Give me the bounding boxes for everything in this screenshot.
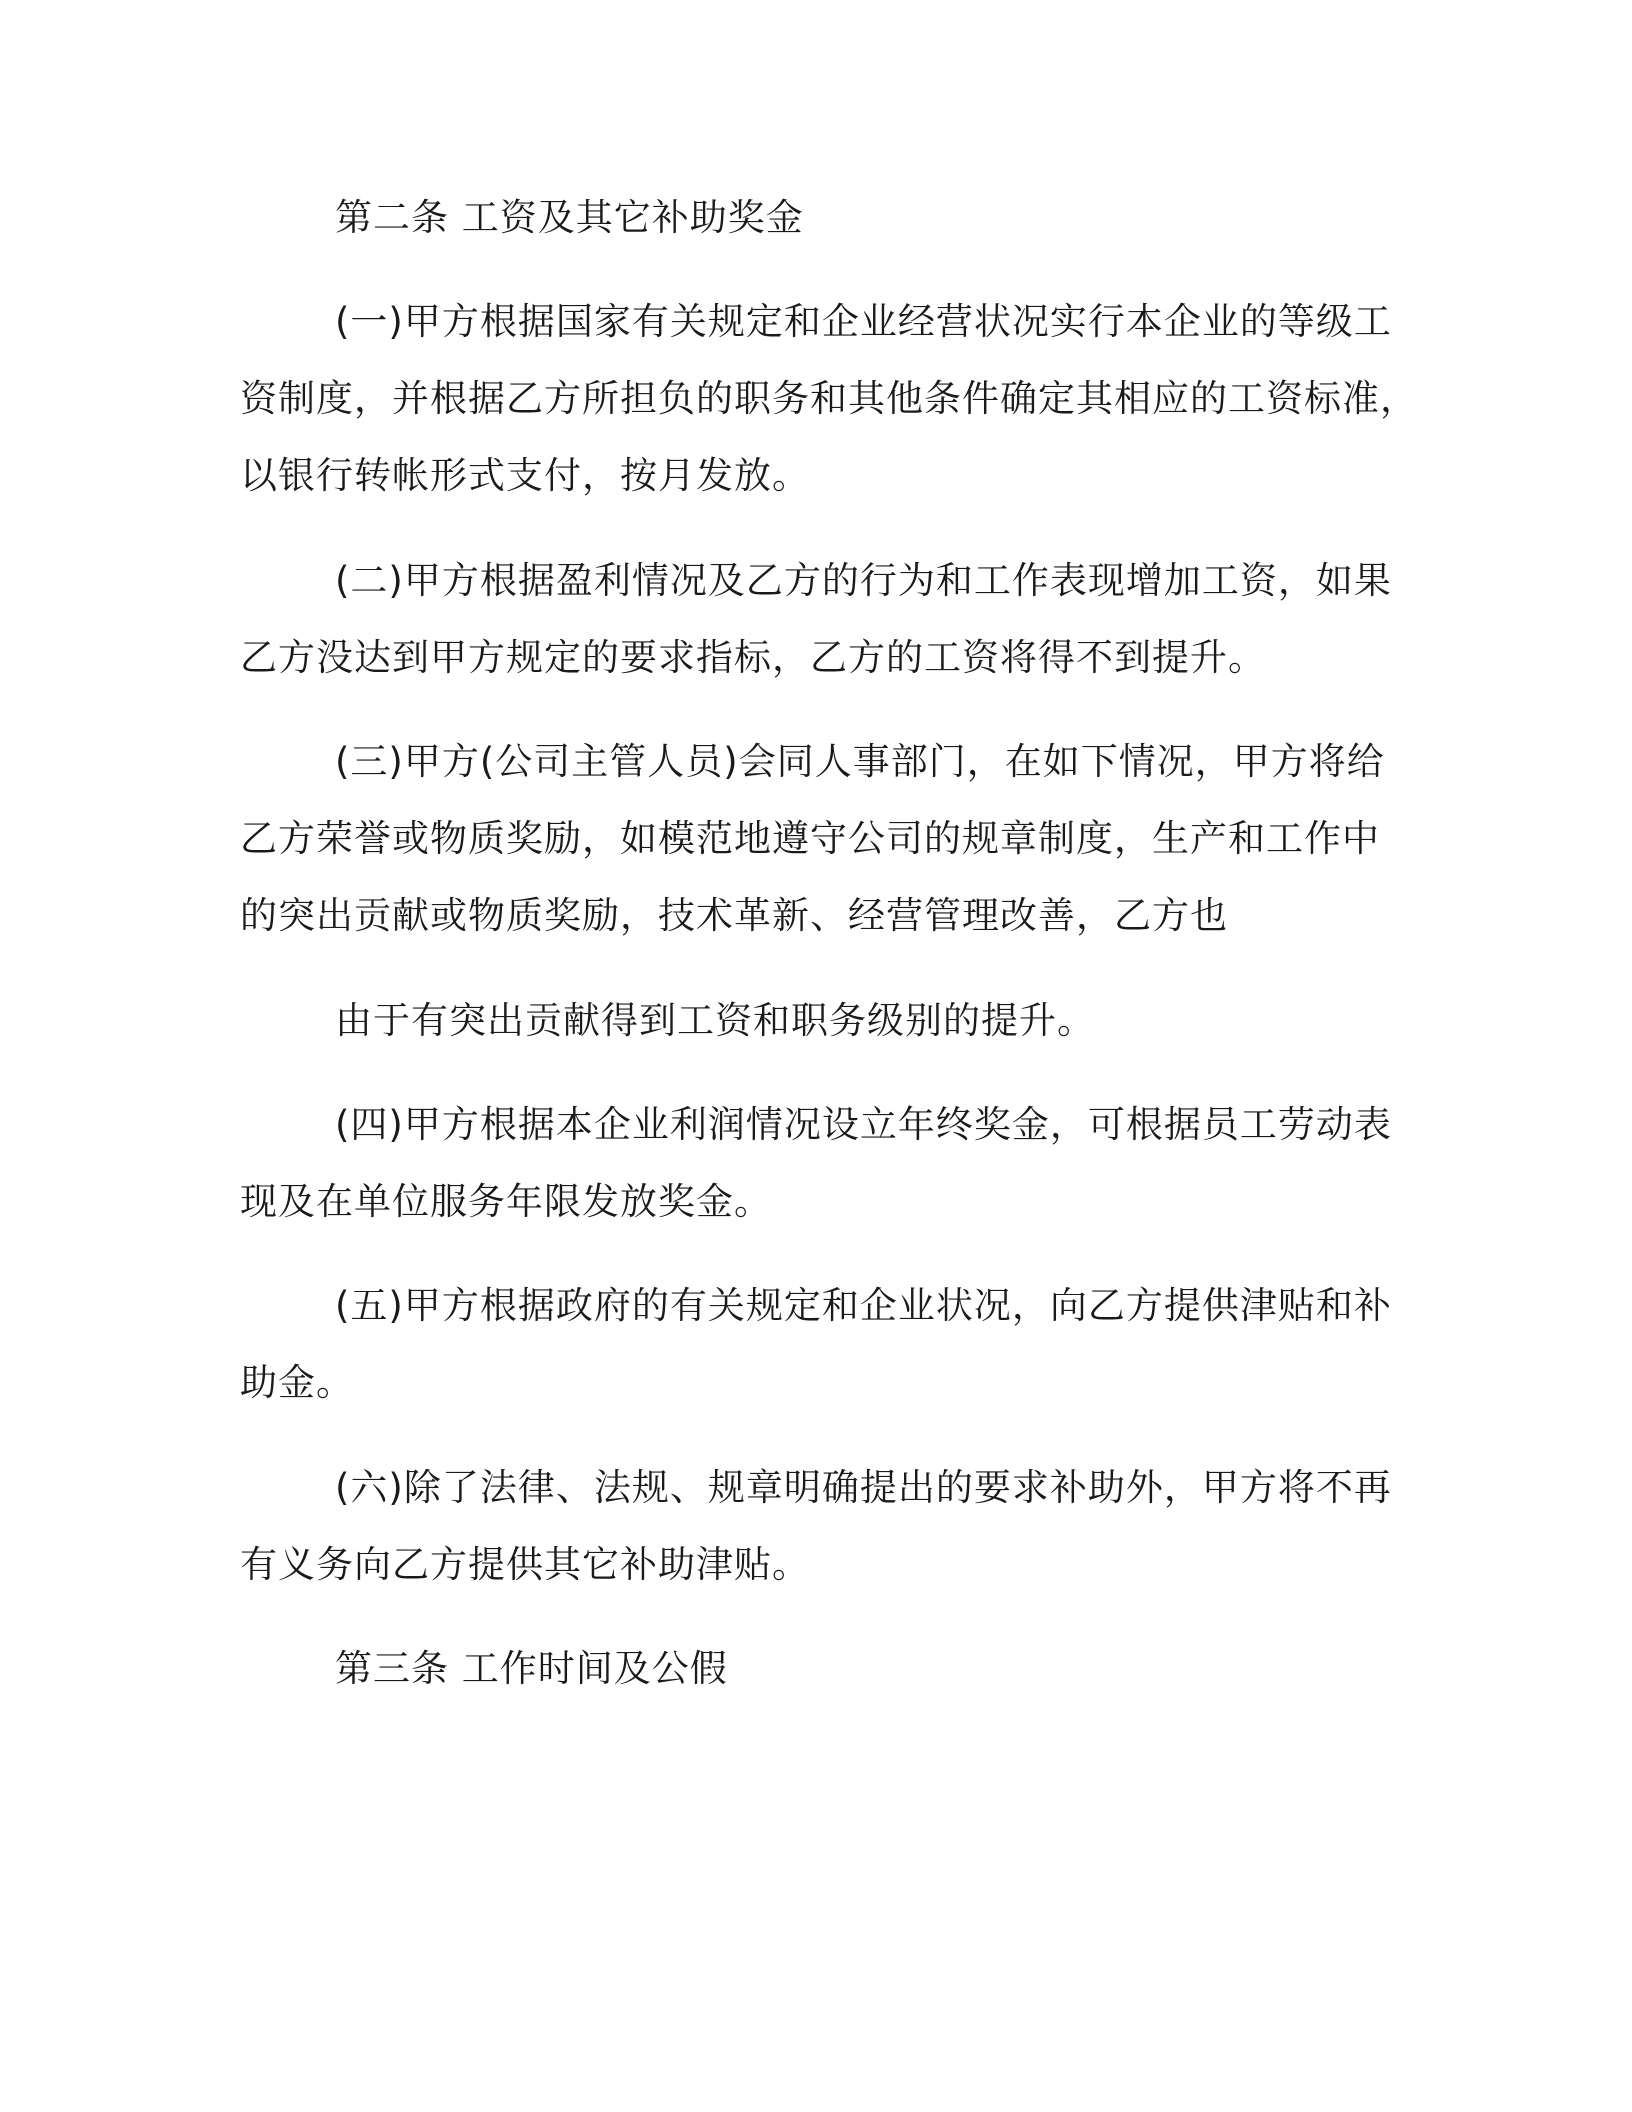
- paragraph-1-line-1: (一)甲方根据国家有关规定和企业经营状况实行本企业的等级工: [335, 300, 1392, 343]
- section-heading-article-2: 第二条 工资及其它补助奖金: [335, 196, 804, 239]
- paragraph-2-line-2: 乙方没达到甲方规定的要求指标，乙方的工资将得不到提升。: [240, 636, 1266, 679]
- paragraph-6-line-1: (五)甲方根据政府的有关规定和企业状况，向乙方提供津贴和补: [335, 1284, 1392, 1327]
- paragraph-1-line-3: 以银行转帐形式支付，按月发放。: [240, 454, 810, 497]
- paragraph-5-line-2: 现及在单位服务年限发放奖金。: [240, 1180, 772, 1223]
- paragraph-5-line-1: (四)甲方根据本企业利润情况设立年终奖金，可根据员工劳动表: [335, 1103, 1392, 1146]
- paragraph-2-line-1: (二)甲方根据盈利情况及乙方的行为和工作表现增加工资，如果: [335, 559, 1392, 602]
- paragraph-7-line-2: 有义务向乙方提供其它补助津贴。: [240, 1543, 810, 1586]
- section-heading-article-3: 第三条 工作时间及公假: [335, 1647, 728, 1690]
- paragraph-1-line-2: 资制度，并根据乙方所担负的职务和其他条件确定其相应的工资标准，: [240, 377, 1418, 420]
- paragraph-3-line-3: 的突出贡献或物质奖励，技术革新、经营管理改善，乙方也: [240, 894, 1228, 937]
- paragraph-7-line-1: (六)除了法律、法规、规章明确提出的要求补助外，甲方将不再: [335, 1466, 1392, 1509]
- paragraph-6-line-2: 助金。: [240, 1361, 354, 1404]
- paragraph-3-line-2: 乙方荣誉或物质奖励，如模范地遵守公司的规章制度，生产和工作中: [240, 817, 1380, 860]
- paragraph-3-line-1: (三)甲方(公司主管人员)会同人事部门，在如下情况，甲方将给: [335, 740, 1385, 783]
- paragraph-4-line-1: 由于有突出贡献得到工资和职务级别的提升。: [335, 999, 1095, 1042]
